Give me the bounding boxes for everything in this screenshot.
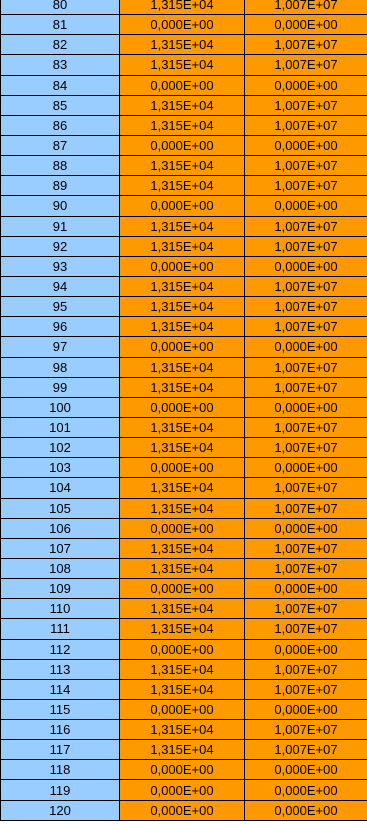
table-row [1,659,367,679]
table-row [1,0,367,15]
value-cell-a[interactable]: 0,000E+00 [120,458,245,478]
value-cell-b[interactable]: 1,007E+07 [245,156,367,176]
value-cell-a[interactable]: 1,315E+04 [120,679,245,699]
table-body [1,0,367,820]
value-cell-a[interactable]: 1,315E+04 [120,720,245,740]
value-cell-b[interactable]: 0,000E+00 [245,75,367,95]
value-cell-b[interactable]: 1,007E+07 [245,740,367,760]
value-cell-b[interactable]: 1,007E+07 [245,115,367,135]
value-cell-a[interactable]: 0,000E+00 [120,75,245,95]
table-row [1,498,367,518]
row-index-cell[interactable]: 115 [1,699,120,719]
value-cell-a[interactable]: 0,000E+00 [120,639,245,659]
value-cell-b[interactable]: 1,007E+07 [245,659,367,679]
row-index-cell[interactable]: 87 [1,135,120,155]
value-cell-a[interactable]: 1,315E+04 [120,558,245,578]
table-row [1,800,367,820]
table-row [1,156,367,176]
value-cell-b[interactable]: 1,007E+07 [245,357,367,377]
value-cell-a[interactable]: 1,315E+04 [120,297,245,317]
table-row [1,619,367,639]
table-row [1,417,367,437]
row-index-cell[interactable]: 100 [1,397,120,417]
value-cell-a[interactable]: 1,315E+04 [120,176,245,196]
value-cell-b[interactable]: 1,007E+07 [245,35,367,55]
value-cell-b[interactable]: 0,000E+00 [245,256,367,276]
row-index-cell[interactable]: 118 [1,760,120,780]
value-cell-a[interactable]: 0,000E+00 [120,196,245,216]
value-cell-b[interactable]: 0,000E+00 [245,639,367,659]
table-row [1,236,367,256]
value-cell-b[interactable]: 1,007E+07 [245,599,367,619]
value-cell-a[interactable]: 1,315E+04 [120,0,245,15]
table-row [1,538,367,558]
row-index-cell[interactable]: 92 [1,236,120,256]
value-cell-a[interactable]: 1,315E+04 [120,498,245,518]
value-cell-b[interactable]: 1,007E+07 [245,297,367,317]
row-index-cell[interactable]: 101 [1,417,120,437]
row-index-cell[interactable]: 83 [1,55,120,75]
value-cell-a[interactable]: 0,000E+00 [120,135,245,155]
row-index-cell[interactable]: 81 [1,15,120,35]
value-cell-b[interactable]: 1,007E+07 [245,236,367,256]
value-cell-b[interactable]: 0,000E+00 [245,196,367,216]
row-index-cell[interactable]: 114 [1,679,120,699]
table-row [1,317,367,337]
row-index-cell[interactable]: 119 [1,780,120,800]
row-index-cell[interactable]: 93 [1,256,120,276]
row-index-cell[interactable]: 86 [1,115,120,135]
value-cell-b[interactable]: 1,007E+07 [245,377,367,397]
table-row [1,75,367,95]
table-row [1,458,367,478]
table-row [1,216,367,236]
table-row [1,196,367,216]
table-row [1,699,367,719]
value-cell-a[interactable]: 1,315E+04 [120,478,245,498]
value-cell-a[interactable]: 1,315E+04 [120,216,245,236]
row-index-cell[interactable]: 108 [1,558,120,578]
value-cell-b[interactable]: 0,000E+00 [245,458,367,478]
value-cell-a[interactable]: 0,000E+00 [120,780,245,800]
row-index-cell[interactable]: 104 [1,478,120,498]
value-cell-a[interactable]: 1,315E+04 [120,599,245,619]
row-index-cell[interactable]: 113 [1,659,120,679]
row-index-cell[interactable]: 97 [1,337,120,357]
row-index-cell[interactable]: 98 [1,357,120,377]
value-cell-b[interactable]: 1,007E+07 [245,478,367,498]
row-index-cell[interactable]: 116 [1,720,120,740]
value-cell-a[interactable]: 0,000E+00 [120,800,245,820]
value-cell-a[interactable]: 1,315E+04 [120,417,245,437]
value-cell-a[interactable]: 1,315E+04 [120,95,245,115]
table-row [1,135,367,155]
value-cell-b[interactable]: 1,007E+07 [245,95,367,115]
table-row [1,558,367,578]
value-cell-a[interactable]: 0,000E+00 [120,760,245,780]
table-row [1,15,367,35]
row-index-cell[interactable]: 91 [1,216,120,236]
table-row [1,276,367,296]
row-index-cell[interactable]: 107 [1,538,120,558]
value-cell-b[interactable]: 1,007E+07 [245,538,367,558]
table-row [1,176,367,196]
row-index-cell[interactable]: 105 [1,498,120,518]
value-cell-a[interactable]: 1,315E+04 [120,236,245,256]
row-index-cell[interactable]: 110 [1,599,120,619]
row-index-cell[interactable]: 95 [1,297,120,317]
table-row [1,478,367,498]
value-cell-b[interactable]: 1,007E+07 [245,720,367,740]
value-cell-a[interactable]: 1,315E+04 [120,740,245,760]
value-cell-b[interactable]: 1,007E+07 [245,417,367,437]
value-cell-a[interactable]: 1,315E+04 [120,276,245,296]
table-row [1,115,367,135]
value-cell-b[interactable]: 1,007E+07 [245,619,367,639]
table-row [1,377,367,397]
row-index-cell[interactable]: 117 [1,740,120,760]
value-cell-a[interactable]: 1,315E+04 [120,115,245,135]
row-index-cell[interactable]: 84 [1,75,120,95]
value-cell-a[interactable]: 0,000E+00 [120,699,245,719]
table-row [1,760,367,780]
value-cell-b[interactable]: 1,007E+07 [245,276,367,296]
value-cell-b[interactable]: 0,000E+00 [245,800,367,820]
value-cell-b[interactable]: 1,007E+07 [245,498,367,518]
value-cell-b[interactable]: 0,000E+00 [245,337,367,357]
row-index-cell[interactable]: 103 [1,458,120,478]
row-index-cell[interactable]: 120 [1,800,120,820]
value-cell-b[interactable]: 0,000E+00 [245,699,367,719]
table-row [1,438,367,458]
table-row [1,780,367,800]
row-index-cell[interactable]: 96 [1,317,120,337]
table-row [1,357,367,377]
row-index-cell[interactable]: 112 [1,639,120,659]
value-cell-b[interactable]: 1,007E+07 [245,679,367,699]
row-index-cell[interactable]: 89 [1,176,120,196]
value-cell-b[interactable]: 1,007E+07 [245,317,367,337]
value-cell-a[interactable]: 1,315E+04 [120,438,245,458]
value-cell-a[interactable]: 1,315E+04 [120,35,245,55]
value-cell-a[interactable]: 0,000E+00 [120,337,245,357]
value-cell-b[interactable]: 1,007E+07 [245,176,367,196]
value-cell-a[interactable]: 1,315E+04 [120,156,245,176]
value-cell-b[interactable]: 0,000E+00 [245,780,367,800]
value-cell-b[interactable]: 0,000E+00 [245,518,367,538]
value-cell-a[interactable]: 1,315E+04 [120,659,245,679]
value-cell-a[interactable]: 1,315E+04 [120,317,245,337]
table-row [1,95,367,115]
value-cell-b[interactable]: 0,000E+00 [245,579,367,599]
value-cell-a[interactable]: 1,315E+04 [120,538,245,558]
table-row [1,397,367,417]
value-cell-b[interactable]: 1,007E+07 [245,438,367,458]
row-index-cell[interactable]: 99 [1,377,120,397]
value-cell-a[interactable]: 0,000E+00 [120,518,245,538]
value-cell-a[interactable]: 1,315E+04 [120,357,245,377]
value-cell-a[interactable]: 0,000E+00 [120,256,245,276]
value-cell-b[interactable]: 0,000E+00 [245,397,367,417]
table-row [1,740,367,760]
value-cell-b[interactable]: 1,007E+07 [245,216,367,236]
row-index-cell[interactable]: 88 [1,156,120,176]
value-cell-a[interactable]: 1,315E+04 [120,619,245,639]
value-cell-b[interactable]: 1,007E+07 [245,558,367,578]
row-index-cell[interactable]: 106 [1,518,120,538]
table-row [1,639,367,659]
row-index-cell[interactable]: 109 [1,579,120,599]
value-cell-a[interactable]: 1,315E+04 [120,55,245,75]
value-cell-a[interactable]: 0,000E+00 [120,15,245,35]
value-cell-a[interactable]: 0,000E+00 [120,579,245,599]
table-row [1,337,367,357]
table-row [1,297,367,317]
value-cell-a[interactable]: 1,315E+04 [120,377,245,397]
row-index-cell[interactable]: 90 [1,196,120,216]
table-row [1,579,367,599]
value-cell-b[interactable]: 1,007E+07 [245,55,367,75]
row-index-cell[interactable]: 82 [1,35,120,55]
value-cell-b[interactable]: 1,007E+07 [245,0,367,15]
value-cell-b[interactable]: 0,000E+00 [245,15,367,35]
row-index-cell[interactable]: 85 [1,95,120,115]
value-cell-a[interactable]: 0,000E+00 [120,397,245,417]
table-row [1,518,367,538]
table-row [1,256,367,276]
table-row [1,679,367,699]
row-index-cell[interactable]: 102 [1,438,120,458]
row-index-cell[interactable]: 94 [1,276,120,296]
value-cell-b[interactable]: 0,000E+00 [245,135,367,155]
table-row [1,599,367,619]
value-cell-b[interactable]: 0,000E+00 [245,760,367,780]
row-index-cell[interactable]: 111 [1,619,120,639]
table-row [1,55,367,75]
row-index-cell[interactable]: 80 [1,0,120,15]
table-row [1,35,367,55]
table-row [1,720,367,740]
